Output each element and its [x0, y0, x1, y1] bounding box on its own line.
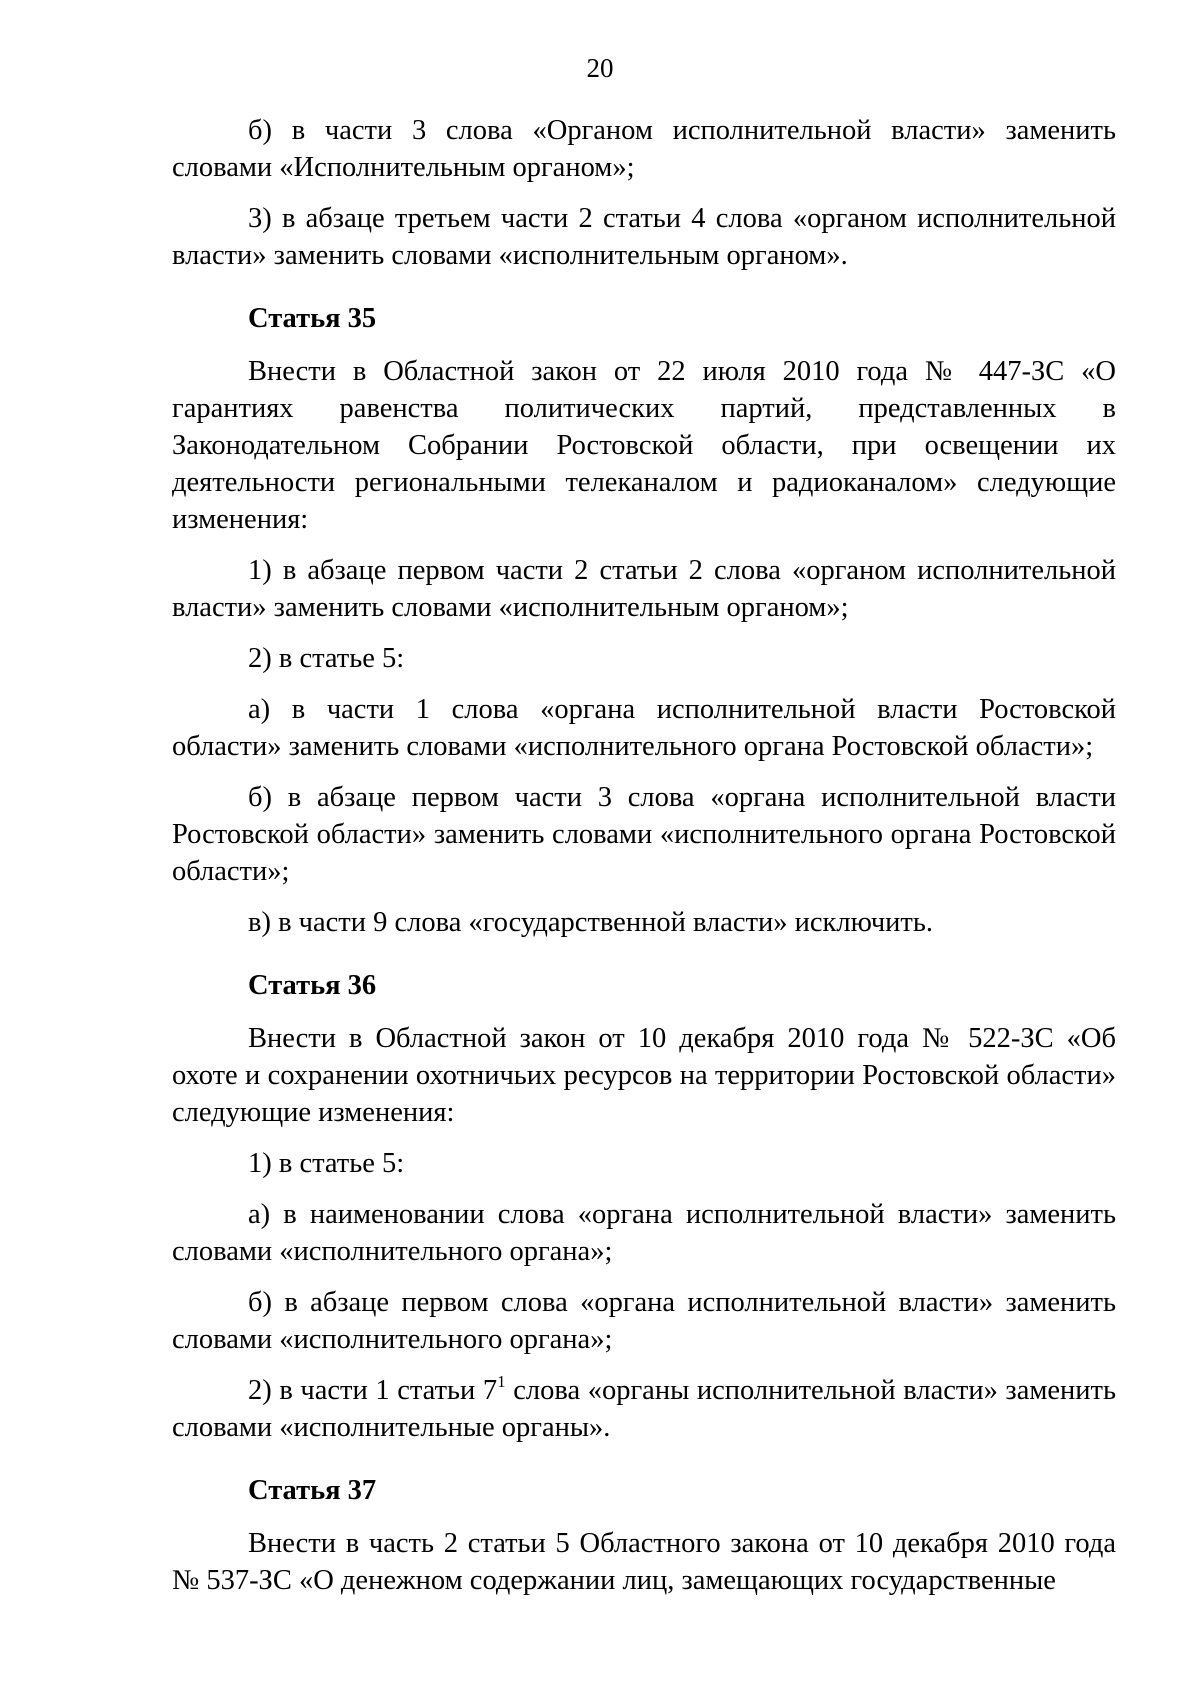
document-body — [172, 112, 1116, 1613]
paragraph-b-part-3: б) в части 3 слова «Органом исполнительной власти» заменить словами «Исполнительным органом»; — [172, 115, 1116, 183]
article-35-heading: Статья 35 — [248, 303, 377, 334]
paragraph-3-article-4: 3) в абзаце третьем части 2 статьи 4 слова «органом исполнительной власти» заменить словами «исполнительным органом». — [172, 203, 1116, 271]
page-number: 20 — [586, 53, 614, 83]
article-36-item-1b: б) в абзаце первом слова «органа исполнительной власти» заменить словами «исполнительного органа»; — [172, 1287, 1116, 1355]
article-36-item-2-end: слова «органы исполнительной власти» заменить словами «исполнительные органы». — [172, 1375, 1116, 1443]
article-37-heading: Статья 37 — [248, 1475, 377, 1506]
article-37-intro: Внести в часть 2 статьи 5 Областного закона от 10 декабря 2010 года № 537-ЗС «О денежном содержании лиц, замещающих государственные — [172, 1528, 1116, 1596]
article-36-item-2 — [172, 1372, 1116, 1446]
article-35-item-2a: а) в части 1 слова «органа исполнительной власти Ростовской области» заменить словами «исполнительного органа Ростовской области»; — [172, 694, 1116, 762]
article-36-item-1: 1) в статье 5: — [248, 1148, 405, 1179]
article-35-intro: Внести в Областной закон от 22 июля 2010 года № 447-ЗС «О гарантиях равенства политических партий, представленных в Законодательном Собрании Ростовской области, при освещении их деятельности региональными телеканалом и радиоканалом» следующие изменения: — [172, 356, 1116, 535]
article-35-item-2c: в) в части 9 слова «государственной власти» исключить. — [248, 907, 933, 938]
article-35-item-2: 2) в статье 5: — [248, 643, 405, 674]
article-36-item-2-start: 2) в части 1 статьи 7 — [248, 1375, 498, 1406]
article-36-heading: Статья 36 — [248, 970, 377, 1001]
article-36-intro: Внести в Областной закон от 10 декабря 2010 года № 522-ЗС «Об охоте и сохранении охотничьих ресурсов на территории Ростовской области» следующие изменения: — [172, 1023, 1116, 1128]
article-36-item-1a: а) в наименовании слова «органа исполнительной власти» заменить словами «исполнительного органа»; — [172, 1199, 1116, 1267]
superscript-1: 1 — [497, 1372, 506, 1391]
article-35-item-2b: б) в абзаце первом части 3 слова «органа исполнительной власти Ростовской области» заменить словами «исполнительного органа Ростовской области»; — [172, 782, 1116, 887]
article-35-item-1: 1) в абзаце первом части 2 статьи 2 слова «органом исполнительной власти» заменить словами «исполнительным органом»; — [172, 555, 1116, 623]
